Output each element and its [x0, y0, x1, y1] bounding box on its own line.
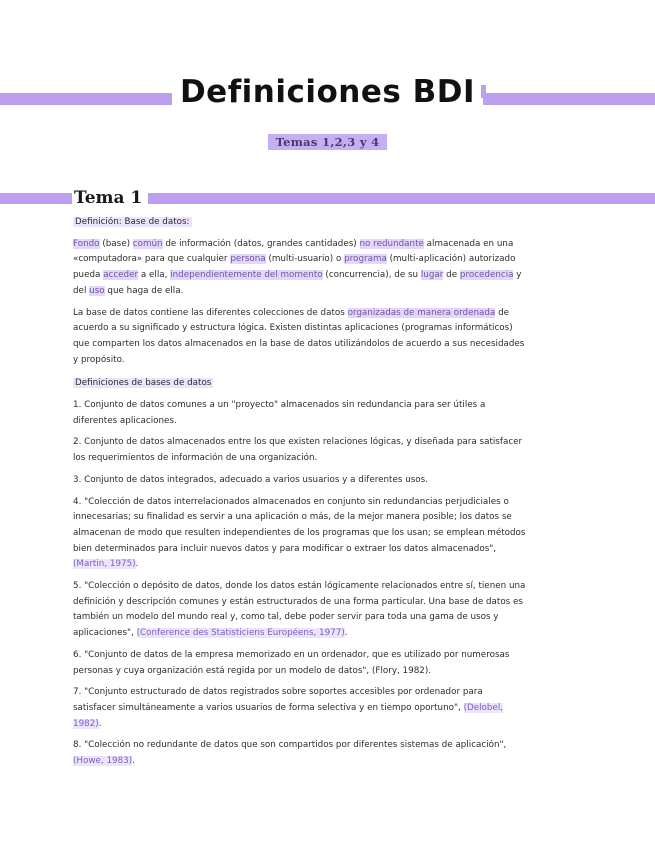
- citation: (Howe, 1983): [73, 756, 133, 767]
- definition-paragraph-1: Fondo (base) común de información (datos, grandes cantidades) no redundante almacenada en una «computadora» para que cualquier persona (multi-usuario) o programa (multi-aplicación) autorizado pueda acceder a ella, independientemente del momento (concurrencia), de su lugar de procedencia y del uso que haga de ella.: [73, 238, 522, 296]
- definition-paragraph-2: La base de datos contiene las diferentes colecciones de datos organizadas de manera ordenada de acuerdo a su significado y estructura lógica. Existen distintas aplicaciones (programas informáticos) que comparten los datos almacenados en la base de datos utilizándolos de acuerdo a sus necesidades y propósito.: [73, 307, 525, 365]
- definition-item-5: 5. "Colección o depósito de datos, donde los datos están lógicamente relacionados entre sí, tienen una definición y descripción comunes y están estructurados de una forma particular. Una base de datos es también un modelo del mundo real y, como tal, debe poder servir para toda una gama de usos y aplicaciones", (Conference des Statisticiens Européens, 1977).: [73, 581, 526, 639]
- definition-label: Definición: Base de datos:: [75, 217, 190, 227]
- definition-item-3: 3. Conjunto de datos integrados, adecuado a varios usuarios y a diferentes usos.: [73, 474, 429, 485]
- definition-item-7: 7. "Conjunto estructurado de datos registrados sobre soportes accesibles por ordenador para satisfacer simultáneamente a varios usuarios de forma selectiva y en tiempo oportuno", (Delobel, 1982).: [73, 687, 504, 729]
- definition-item-8: 8. "Colección no redundante de datos que son compartidos por diferentes sistemas de aplicación", (Howe, 1983).: [73, 740, 507, 767]
- definition-item-4: 4. "Colección de datos interrelacionados almacenados en conjunto sin redundancias perjudiciales o innecesarias; su finalidad es servir a una aplicación o más, de la mejor manera posible; los datos se almacenan de modo que resulten independientes de los programas que los usan; se emplean métodos bien determinados para incluir nuevos datos y para modificar o extraer los datos almacenados", (Martin, 1975).: [73, 496, 526, 570]
- page-title: Definiciones BDI: [0, 74, 655, 111]
- citation: (Martin, 1975): [73, 559, 136, 570]
- definitions-heading: Definiciones de bases de datos: [75, 378, 212, 389]
- definition-item-2: 2. Conjunto de datos almacenados entre los que existen relaciones lógicas, y diseñada para satisfacer los requerimientos de información de una organización.: [73, 437, 523, 464]
- definition-item-1: 1. Conjunto de datos comunes a un "proyecto" almacenados sin redundancia para ser útiles a diferentes aplicaciones.: [73, 400, 486, 426]
- citation: (Conference des Statisticiens Européens, 1977): [136, 628, 345, 639]
- page-subtitle: Temas 1,2,3 y 4: [0, 135, 655, 149]
- section-heading: Tema 1: [72, 188, 148, 208]
- citation: (Delobel, 1982): [73, 702, 504, 729]
- document-body: [73, 215, 528, 776]
- definition-item-6: 6. "Conjunto de datos de la empresa memorizado en un ordenador, que es utilizado por numerosas personas y cuya organización está regida por un modelo de datos", (Flory, 1982).: [73, 649, 510, 676]
